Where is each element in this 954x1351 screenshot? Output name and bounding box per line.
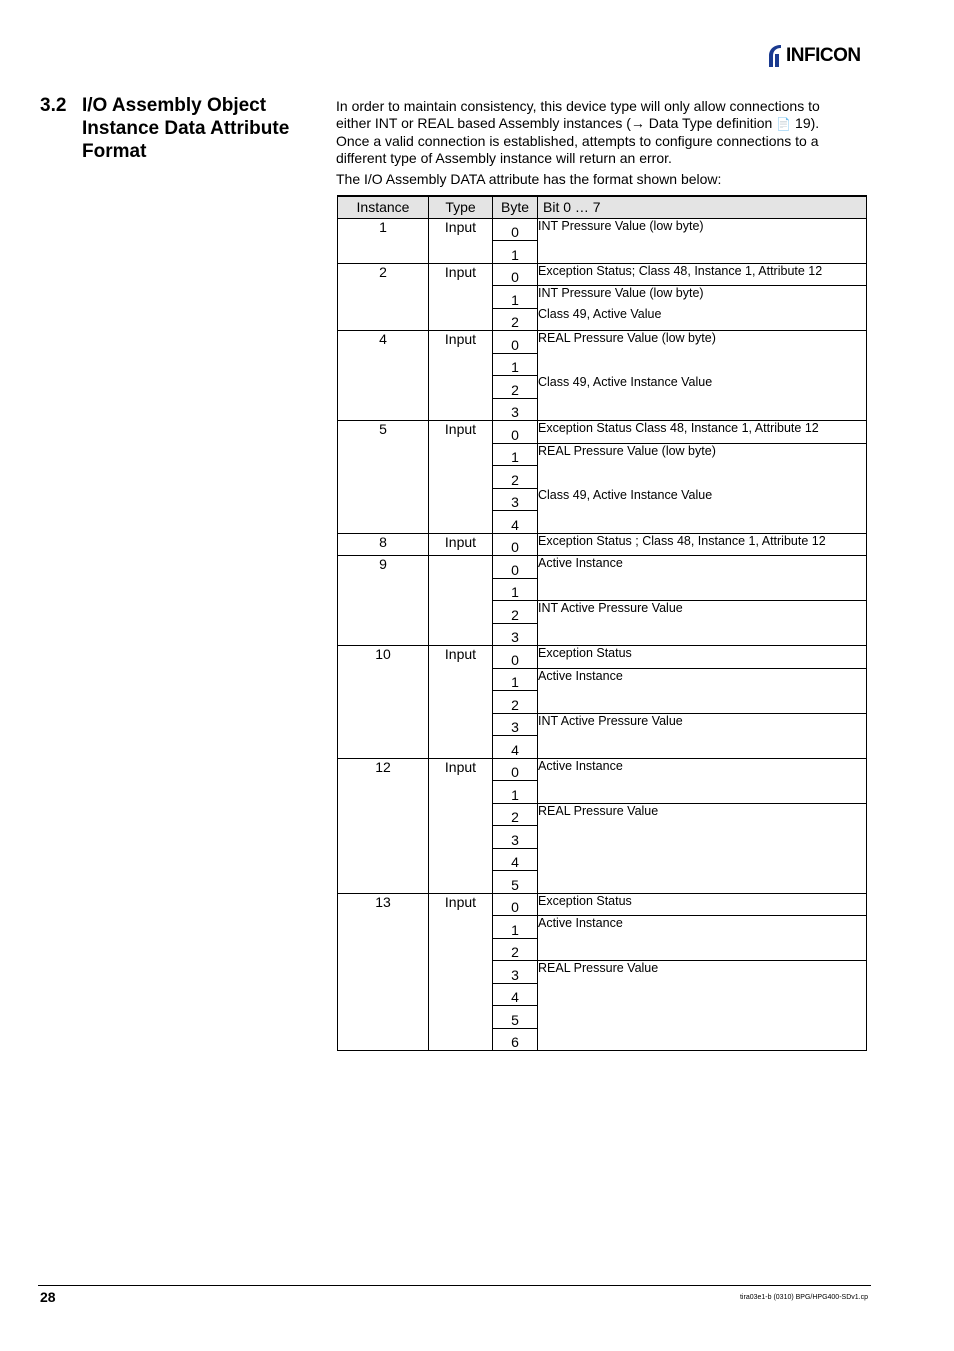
byte-cell: 0 bbox=[493, 893, 538, 916]
description-cell bbox=[538, 916, 867, 961]
byte-cell: 1 bbox=[493, 443, 538, 466]
byte-cell: 1 bbox=[493, 353, 538, 376]
byte-cell: 4 bbox=[493, 511, 538, 534]
description-cell bbox=[538, 803, 867, 893]
type-cell bbox=[429, 556, 493, 646]
description-text: REAL Pressure Value bbox=[538, 803, 659, 818]
description-text: REAL Pressure Value (low byte) bbox=[538, 443, 716, 458]
description-text: INT Pressure Value (low byte) bbox=[538, 286, 704, 300]
instance-cell: 4 bbox=[338, 331, 429, 421]
table-row bbox=[338, 421, 867, 444]
byte-cell: 0 bbox=[493, 218, 538, 241]
byte-cell: 5 bbox=[493, 1006, 538, 1029]
section-title: I/O Assembly Object Instance Data Attribute Format bbox=[82, 95, 290, 162]
type-cell: Input bbox=[429, 893, 493, 1051]
description-text: REAL Pressure Value bbox=[538, 961, 659, 975]
page-number: 28 bbox=[40, 1289, 56, 1305]
table-row bbox=[338, 646, 867, 669]
byte-cell: 3 bbox=[493, 623, 538, 646]
table-row bbox=[338, 263, 867, 286]
type-cell: Input bbox=[429, 331, 493, 421]
footer-rule bbox=[38, 1285, 871, 1286]
section-number: 3.2 bbox=[40, 95, 67, 116]
byte-cell: 1 bbox=[493, 781, 538, 804]
byte-cell: 2 bbox=[493, 691, 538, 714]
document-code: tira03e1-b (0310) BPG/HPG400-SDv1.cp bbox=[739, 1294, 868, 1301]
description-cell bbox=[538, 713, 867, 758]
inline-note: Class 49, Active Instance Value bbox=[538, 487, 713, 502]
table-header-row bbox=[338, 196, 867, 218]
type-cell: Input bbox=[429, 421, 493, 534]
byte-cell: 0 bbox=[493, 263, 538, 286]
table-row bbox=[338, 533, 867, 556]
type-cell: Input bbox=[429, 263, 493, 331]
description-cell bbox=[538, 556, 867, 601]
inficon-mark-icon bbox=[766, 44, 784, 68]
header-instance: Instance bbox=[338, 196, 429, 218]
table-body bbox=[338, 218, 867, 1051]
instance-cell: 9 bbox=[338, 556, 429, 646]
byte-cell: 1 bbox=[493, 286, 538, 309]
byte-cell: 6 bbox=[493, 1028, 538, 1051]
byte-cell: 2 bbox=[493, 376, 538, 399]
inficon-logo bbox=[766, 44, 861, 68]
byte-cell: 0 bbox=[493, 331, 538, 354]
format-intro-line: The I/O Assembly DATA attribute has the format shown below: bbox=[336, 171, 722, 187]
description-text: Active Instance bbox=[538, 556, 623, 570]
description-cell bbox=[538, 646, 867, 669]
intro-text-1: In order to maintain consistency, this device type will only allow connections to either INT or REAL based Assembly instances ( bbox=[336, 98, 820, 131]
byte-cell: 2 bbox=[493, 938, 538, 961]
byte-cell: 1 bbox=[493, 578, 538, 601]
description-cell bbox=[538, 961, 867, 1051]
table-row bbox=[338, 331, 867, 354]
instance-cell: 1 bbox=[338, 218, 429, 263]
instance-cell: 10 bbox=[338, 646, 429, 759]
byte-cell: 0 bbox=[493, 533, 538, 556]
byte-cell: 3 bbox=[493, 398, 538, 421]
description-cell bbox=[538, 601, 867, 646]
byte-cell: 2 bbox=[493, 803, 538, 826]
description-text: Exception Status bbox=[538, 646, 632, 660]
description-cell bbox=[538, 533, 867, 556]
instance-cell: 12 bbox=[338, 758, 429, 893]
byte-cell: 4 bbox=[493, 736, 538, 759]
instance-cell: 5 bbox=[338, 421, 429, 534]
header-bits: Bit 0 … 7 bbox=[538, 196, 867, 218]
instance-cell: 2 bbox=[338, 263, 429, 331]
description-text: INT Pressure Value (low byte) bbox=[538, 218, 704, 233]
table-row bbox=[338, 758, 867, 781]
description-cell bbox=[538, 668, 867, 713]
type-cell: Input bbox=[429, 758, 493, 893]
description-cell bbox=[538, 893, 867, 916]
description-cell bbox=[538, 421, 867, 444]
byte-cell: 0 bbox=[493, 556, 538, 579]
description-cell bbox=[538, 286, 867, 331]
byte-cell: 0 bbox=[493, 646, 538, 669]
description-cell bbox=[538, 331, 867, 421]
description-text: Active Instance bbox=[538, 668, 623, 683]
section-heading bbox=[40, 94, 320, 163]
description-text: INT Active Pressure Value bbox=[538, 601, 683, 615]
description-cell bbox=[538, 758, 867, 803]
byte-cell: 3 bbox=[493, 713, 538, 736]
description-text: Active Instance bbox=[538, 916, 623, 930]
inficon-logo-text: INFICON bbox=[786, 45, 861, 66]
page-reference-icon: 📄 bbox=[776, 117, 792, 131]
arrow-icon: → bbox=[630, 115, 645, 131]
intro-paragraph bbox=[336, 98, 848, 167]
type-cell: Input bbox=[429, 218, 493, 263]
byte-cell: 3 bbox=[493, 961, 538, 984]
description-cell bbox=[538, 443, 867, 533]
byte-cell: 2 bbox=[493, 601, 538, 624]
description-text: Exception Status bbox=[538, 893, 632, 908]
byte-cell: 5 bbox=[493, 871, 538, 894]
byte-cell: 1 bbox=[493, 241, 538, 264]
instance-cell: 13 bbox=[338, 893, 429, 1051]
byte-cell: 4 bbox=[493, 983, 538, 1006]
table-row bbox=[338, 893, 867, 916]
byte-cell: 1 bbox=[493, 668, 538, 691]
inline-note: Class 49, Active Value bbox=[538, 307, 662, 321]
instance-cell: 8 bbox=[338, 533, 429, 556]
description-text: Active Instance bbox=[538, 758, 623, 773]
description-cell bbox=[538, 218, 867, 263]
description-text: INT Active Pressure Value bbox=[538, 713, 683, 728]
description-text: REAL Pressure Value (low byte) bbox=[538, 331, 716, 345]
intro-text-2: Data Type definition bbox=[644, 115, 777, 131]
byte-cell: 0 bbox=[493, 421, 538, 444]
table-row bbox=[338, 556, 867, 579]
inline-note: Class 49, Active Instance Value bbox=[538, 375, 713, 389]
byte-cell: 2 bbox=[493, 308, 538, 331]
description-text: Exception Status ; Class 48, Instance 1, Attribute 12 bbox=[538, 533, 826, 548]
type-cell: Input bbox=[429, 646, 493, 759]
description-text: Exception Status Class 48, Instance 1, Attribute 12 bbox=[538, 421, 819, 435]
description-cell bbox=[538, 263, 867, 286]
byte-cell: 0 bbox=[493, 758, 538, 781]
intro-text-3: 19). Once a valid connection is established, attempts to configure connections to a different type of Assembly instance will return an error. bbox=[336, 115, 820, 166]
table-row bbox=[338, 218, 867, 241]
byte-cell: 4 bbox=[493, 848, 538, 871]
header-byte: Byte bbox=[493, 196, 538, 218]
io-assembly-table bbox=[337, 195, 867, 1051]
byte-cell: 3 bbox=[493, 826, 538, 849]
byte-cell: 2 bbox=[493, 466, 538, 489]
description-text: Exception Status; Class 48, Instance 1, Attribute 12 bbox=[538, 263, 823, 278]
byte-cell: 3 bbox=[493, 488, 538, 511]
header-type: Type bbox=[429, 196, 493, 218]
byte-cell: 1 bbox=[493, 916, 538, 939]
type-cell: Input bbox=[429, 533, 493, 556]
